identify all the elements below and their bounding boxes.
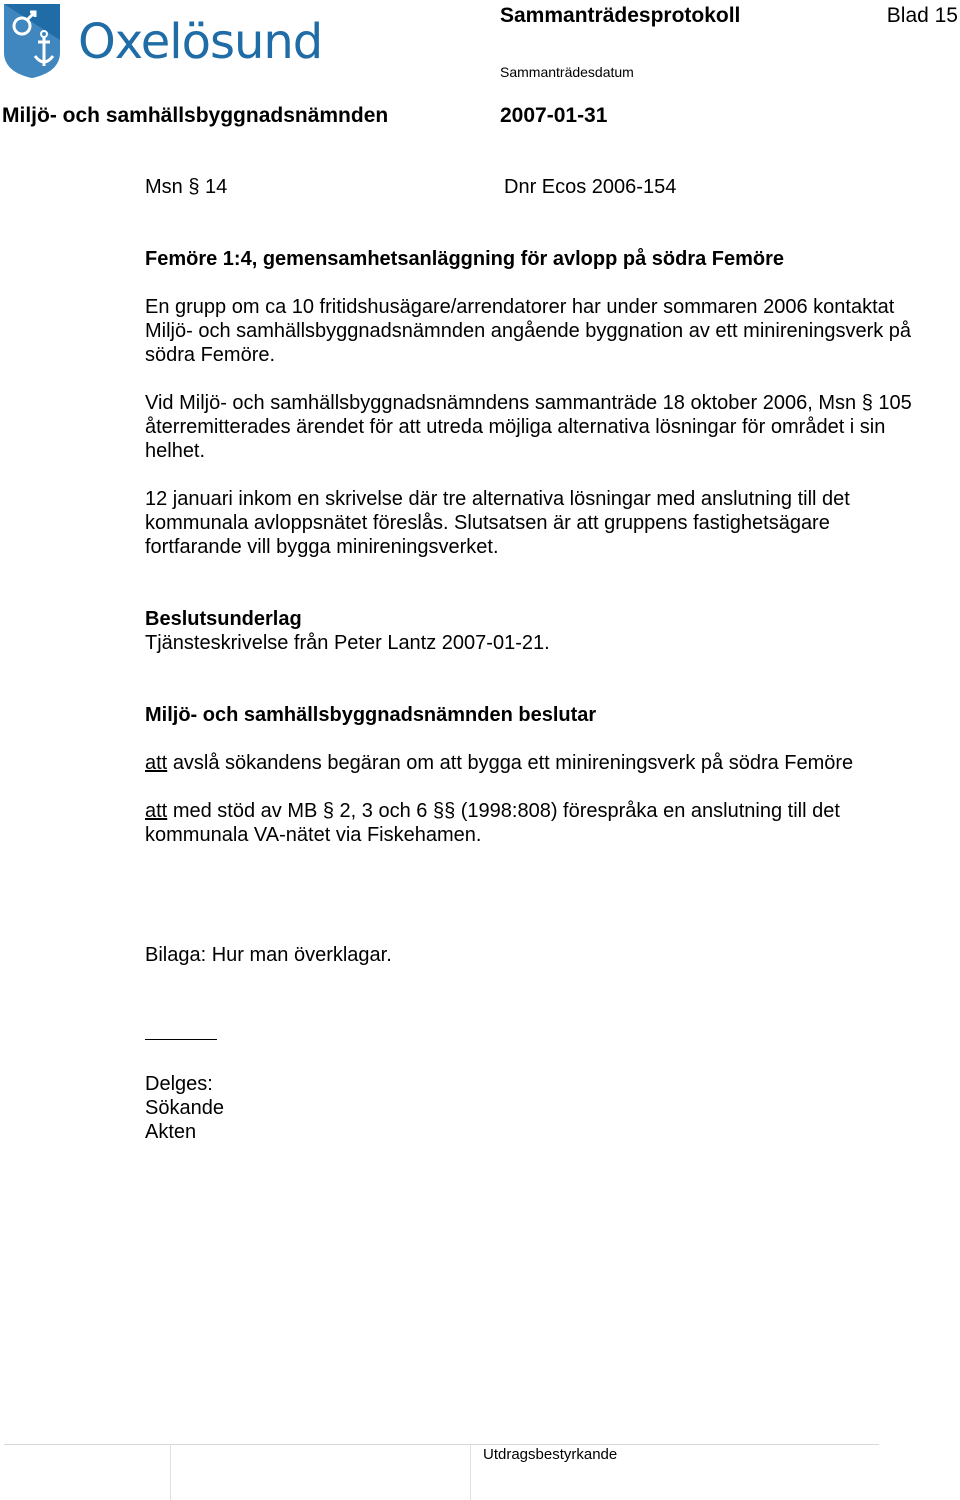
decision-item-1: [145, 751, 925, 775]
separator-rule: [145, 1039, 217, 1040]
page-number: Blad 15: [886, 4, 958, 27]
attachment-note: Bilaga: Hur man överklagar.: [145, 944, 392, 966]
basis-text: Tjänsteskrivelse från Peter Lantz 2007-01-21.: [145, 632, 550, 654]
footer-column-divider: [470, 1445, 471, 1500]
certification-label: Utdragsbestyrkande: [483, 1446, 618, 1463]
meeting-date: 2007-01-31: [500, 104, 608, 127]
distribution-recipient: Sökande: [145, 1097, 224, 1119]
committee-name: Miljö- och samhällsbyggnadsnämnden: [2, 104, 389, 127]
decision-item-2-text: med stöd av MB § 2, 3 och 6 §§ (1998:808) förespråka en anslutning till det kommunala VA-nätet via Fiskehamen.: [145, 800, 840, 846]
distribution-recipient: Akten: [145, 1121, 197, 1143]
decision-item-1-text: avslå sökandens begäran om att bygga ett minireningsverk på södra Femöre: [172, 752, 854, 774]
municipality-name: Oxelösund: [78, 14, 323, 70]
decision-item-2: [145, 799, 925, 847]
distribution-label: Delges:: [145, 1073, 213, 1095]
att-label: att: [145, 800, 168, 822]
paragraph-3: 12 januari inkom en skrivelse där tre alternativa lösningar med anslutning till det kommunala avloppsnätet föreslås. Slutsatsen är att gruppens fastighetsägare fortfarande vill bygga minireningsverket.: [145, 488, 850, 558]
dnr: Dnr Ecos 2006-154: [504, 176, 677, 198]
att-label: att: [145, 752, 168, 774]
footer-column-divider: [170, 1445, 171, 1500]
protocol-content: [145, 175, 925, 1144]
footer-divider: [4, 1444, 879, 1445]
basis-heading: Beslutsunderlag: [145, 608, 302, 630]
document-type: Sammanträdesprotokoll: [500, 4, 741, 27]
case-reference: [145, 175, 925, 199]
meeting-date-label: Sammanträdesdatum: [500, 64, 634, 80]
case-title: Femöre 1:4, gemensamhetsanläggning för avlopp på södra Femöre: [145, 248, 785, 270]
municipality-coat-of-arms: [2, 2, 62, 80]
paragraph-1: En grupp om ca 10 fritidshusägare/arrendatorer har under sommaren 2006 kontaktat Miljö- och samhällsbyggnadsnämnden angående byggnation av ett minireningsverk på södra Femöre.: [145, 296, 912, 366]
case-number: Msn § 14: [145, 176, 228, 198]
decision-heading: Miljö- och samhällsbyggnadsnämnden beslutar: [145, 704, 597, 726]
paragraph-2: Vid Miljö- och samhällsbyggnadsnämndens sammanträde 18 oktober 2006, Msn § 105 återremitterades ärendet för att utreda möjliga alternativa lösningar för området i sin helhet.: [145, 392, 912, 462]
